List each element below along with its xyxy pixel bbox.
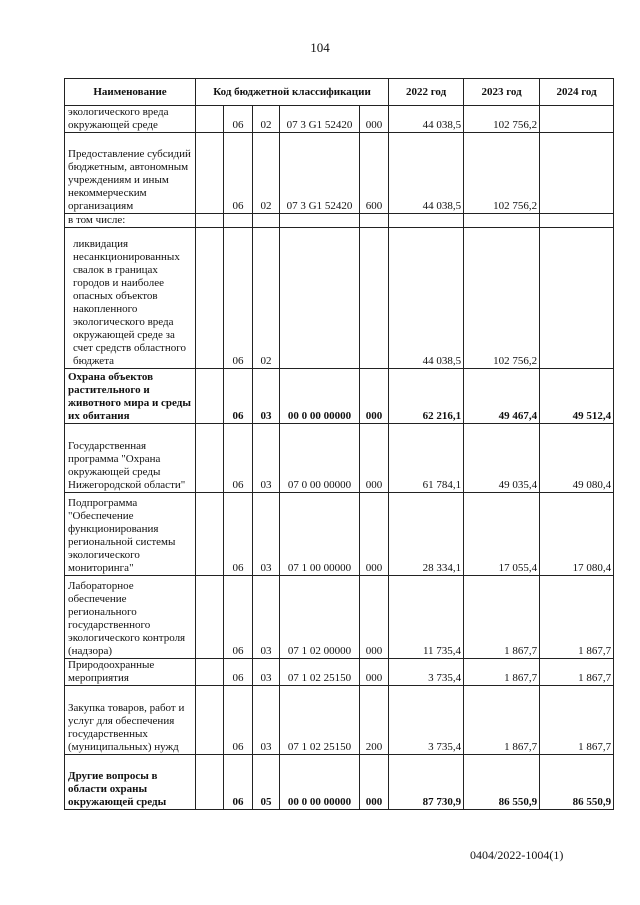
row-subsection: 03 <box>253 576 280 659</box>
row-gap <box>196 493 224 576</box>
row-section: 06 <box>224 576 253 659</box>
header-budget-code: Код бюджетной классификации <box>196 79 389 106</box>
row-value-2024 <box>540 214 614 228</box>
row-subsection: 02 <box>253 106 280 133</box>
row-name: Подпрограмма "Обеспечение функционирования региональной системы экологического мониторинга" <box>65 493 196 576</box>
table-row <box>65 755 614 810</box>
row-value-2023: 49 035,4 <box>464 424 540 493</box>
table-row <box>65 369 614 424</box>
header-2022: 2022 год <box>389 79 464 106</box>
row-gap <box>196 133 224 214</box>
row-section: 06 <box>224 228 253 369</box>
row-expense-type: 000 <box>360 493 389 576</box>
row-value-2024 <box>540 228 614 369</box>
row-name: Другие вопросы в области охраны окружающей среды <box>65 755 196 810</box>
row-gap <box>196 369 224 424</box>
row-value-2024: 86 550,9 <box>540 755 614 810</box>
row-name: Природоохранные мероприятия <box>65 659 196 686</box>
row-value-2022: 28 334,1 <box>389 493 464 576</box>
page-number: 104 <box>310 40 330 55</box>
row-subsection: 03 <box>253 493 280 576</box>
row-value-2023: 49 467,4 <box>464 369 540 424</box>
row-value-2022 <box>389 214 464 228</box>
row-expense-type: 600 <box>360 133 389 214</box>
row-section: 06 <box>224 493 253 576</box>
table-row <box>65 214 614 228</box>
row-section: 06 <box>224 686 253 755</box>
table-row <box>65 424 614 493</box>
table-row <box>65 493 614 576</box>
table-row <box>65 106 614 133</box>
row-value-2023: 1 867,7 <box>464 576 540 659</box>
row-value-2024: 49 080,4 <box>540 424 614 493</box>
row-value-2023: 1 867,7 <box>464 686 540 755</box>
table-row <box>65 228 614 369</box>
table-row <box>65 576 614 659</box>
row-value-2023: 102 756,2 <box>464 228 540 369</box>
row-gap <box>196 686 224 755</box>
row-subsection: 05 <box>253 755 280 810</box>
row-gap <box>196 228 224 369</box>
row-value-2024: 1 867,7 <box>540 576 614 659</box>
row-target-article: 07 1 02 00000 <box>280 576 360 659</box>
row-subsection: 03 <box>253 369 280 424</box>
row-value-2023: 102 756,2 <box>464 106 540 133</box>
budget-table <box>64 78 614 810</box>
row-subsection: 03 <box>253 686 280 755</box>
row-expense-type: 000 <box>360 659 389 686</box>
row-value-2024 <box>540 133 614 214</box>
row-name: в том числе: <box>65 214 196 228</box>
row-target-article: 07 1 02 25150 <box>280 659 360 686</box>
row-value-2024 <box>540 106 614 133</box>
header-2023: 2023 год <box>464 79 540 106</box>
row-value-2023: 17 055,4 <box>464 493 540 576</box>
row-section: 06 <box>224 133 253 214</box>
row-expense-type: 000 <box>360 755 389 810</box>
row-value-2022: 44 038,5 <box>389 106 464 133</box>
row-subsection: 03 <box>253 424 280 493</box>
row-name: Закупка товаров, работ и услуг для обеспечения государственных (муниципальных) нужд <box>65 686 196 755</box>
row-name: Государственная программа "Охрана окружающей среды Нижегородской области" <box>65 424 196 493</box>
document-code: 0404/2022-1004(1) <box>470 848 564 862</box>
row-name: Охрана объектов растительного и животного мира и среды их обитания <box>65 369 196 424</box>
row-expense-type <box>360 228 389 369</box>
row-expense-type <box>360 214 389 228</box>
row-gap <box>196 424 224 493</box>
row-value-2022: 44 038,5 <box>389 133 464 214</box>
row-gap <box>196 214 224 228</box>
row-value-2022: 3 735,4 <box>389 686 464 755</box>
row-expense-type: 000 <box>360 369 389 424</box>
row-subsection: 02 <box>253 228 280 369</box>
row-section: 06 <box>224 755 253 810</box>
row-gap <box>196 576 224 659</box>
row-value-2024: 17 080,4 <box>540 493 614 576</box>
row-target-article <box>280 228 360 369</box>
row-expense-type: 000 <box>360 576 389 659</box>
row-value-2023: 86 550,9 <box>464 755 540 810</box>
row-name: ликвидация несанкционированных свалок в границах городов и наиболее опасных объектов накопленного экологического вреда окружающей среде за счет средств областного бюджета <box>65 228 196 369</box>
row-value-2024: 1 867,7 <box>540 659 614 686</box>
row-value-2023: 1 867,7 <box>464 659 540 686</box>
row-expense-type: 200 <box>360 686 389 755</box>
table-header-row <box>65 79 614 106</box>
header-2024: 2024 год <box>540 79 614 106</box>
row-name: экологического вреда окружающей среде <box>65 106 196 133</box>
row-target-article: 00 0 00 00000 <box>280 369 360 424</box>
row-gap <box>196 755 224 810</box>
header-name: Наименование <box>65 79 196 106</box>
row-subsection: 02 <box>253 133 280 214</box>
table-row <box>65 133 614 214</box>
row-value-2022: 44 038,5 <box>389 228 464 369</box>
row-section: 06 <box>224 369 253 424</box>
row-target-article: 00 0 00 00000 <box>280 755 360 810</box>
row-target-article: 07 0 00 00000 <box>280 424 360 493</box>
row-target-article <box>280 214 360 228</box>
row-value-2023: 102 756,2 <box>464 133 540 214</box>
row-value-2022: 87 730,9 <box>389 755 464 810</box>
row-value-2024: 1 867,7 <box>540 686 614 755</box>
row-target-article: 07 1 02 25150 <box>280 686 360 755</box>
row-expense-type: 000 <box>360 424 389 493</box>
row-value-2022: 3 735,4 <box>389 659 464 686</box>
row-section: 06 <box>224 106 253 133</box>
row-value-2022: 62 216,1 <box>389 369 464 424</box>
row-value-2023 <box>464 214 540 228</box>
table-row <box>65 686 614 755</box>
row-subsection: 03 <box>253 659 280 686</box>
row-subsection <box>253 214 280 228</box>
row-section: 06 <box>224 424 253 493</box>
row-name: Предоставление субсидий бюджетным, автономным учреждениям и иным некоммерческим организациям <box>65 133 196 214</box>
row-target-article: 07 3 G1 52420 <box>280 133 360 214</box>
row-value-2022: 11 735,4 <box>389 576 464 659</box>
table-row <box>65 659 614 686</box>
row-section: 06 <box>224 659 253 686</box>
row-target-article: 07 3 G1 52420 <box>280 106 360 133</box>
row-value-2024: 49 512,4 <box>540 369 614 424</box>
row-gap <box>196 106 224 133</box>
table-body <box>65 106 614 810</box>
row-section <box>224 214 253 228</box>
row-name: Лабораторное обеспечение регионального государственного экологического контроля (надзора) <box>65 576 196 659</box>
row-gap <box>196 659 224 686</box>
row-target-article: 07 1 00 00000 <box>280 493 360 576</box>
row-value-2022: 61 784,1 <box>389 424 464 493</box>
row-expense-type: 000 <box>360 106 389 133</box>
